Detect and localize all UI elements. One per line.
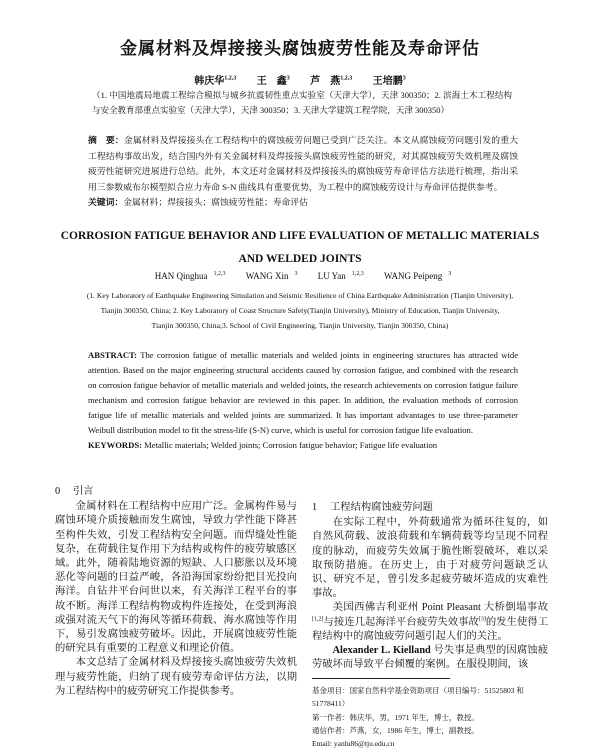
abstract-label: ABSTRACT: bbox=[88, 350, 138, 360]
section-heading: 0 引言 bbox=[55, 486, 94, 497]
author: 芦 燕$^{1,2,3}$ bbox=[310, 75, 353, 87]
english-title-line: AND WELDED JOINTS bbox=[238, 253, 362, 265]
footnote-first-author: 第一作者：韩庆华，男，1971 年生，博士，教授。 bbox=[312, 712, 479, 722]
author: LU Yan $^{1,2,3}$ bbox=[317, 271, 364, 281]
keywords-text: Metallic materials; Welded joints; Corrosion fatigue behavior; Fatigue life evaluation bbox=[144, 440, 438, 450]
keywords-text: 金属材料；焊接接头；腐蚀疲劳性能；寿命评估 bbox=[123, 197, 308, 208]
english-abstract bbox=[88, 348, 518, 453]
abstract-text: The corrosion fatigue of metallic materials and welded joints in engineering structures has attracted wide attention. Based on the major engineering structural accidents caused by corrosion fatigue, and combined with the research on corrosion fatigue behavior of metallic materials and welded joints, the research achievements on corrosion fatigue failure mechanism and corrosion fatigue behavior are reviewed in this paper. In addition, the evaluation methods of corrosion fatigue life of metallic materials and welded joints are summarized. It has important advantages to use three-parameter Weibull distribution model to fit the stress-life (S-N) curve, which is useful for corrosion fatigue life evaluation. bbox=[88, 350, 519, 435]
abstract-text: 金属材料及焊接接头在工程结构中的腐蚀疲劳问题已受到广泛关注。本文从腐蚀疲劳问题引发的重大工程结构事故出发，结合国内外有关金属材料及焊接接头腐蚀疲劳性能的研究，对其腐蚀疲劳失效机理及腐蚀疲劳性能研究进展进行总结。此外，本文还对金属材料及焊接接头的腐蚀疲劳寿命评估方法进行梳理，指出采用三参数威布尔模型拟合应力寿命 S-N 曲线具有重要优势，为工程中的腐蚀疲劳设计与寿命评估提供参考。 bbox=[88, 135, 518, 192]
author: WANG Xin $^3$ bbox=[245, 271, 298, 281]
affiliation-line: (1. Key Laboratory of Earthquake Engineering Simulation and Seismic Resilience of China Earthquake Administration (Tianjin University), bbox=[86, 291, 514, 300]
chinese-title: 金属材料及焊接接头腐蚀疲劳性能及寿命评估 bbox=[120, 39, 480, 59]
paragraph: Alexander L. Kielland 号失事是典型的因腐蚀疲劳破坏而导致平台倾覆的案例。在服役期间，该 bbox=[312, 645, 548, 671]
citation[interactable]: [1,2] bbox=[312, 616, 324, 623]
author: WANG Peipeng $^3$ bbox=[384, 271, 452, 281]
author: 王培鹏$^3$ bbox=[372, 75, 406, 87]
paragraph: 美国西佛吉利亚州 Point Pleasant 大桥倒塌事故[1,2]与接连几起海洋平台疲劳失效事故[3]的发生使得工程结构中的腐蚀疲劳问题引起人们的关注。 bbox=[312, 602, 549, 642]
affiliation-line: Tianjin 300350, China;3. School of Civil Engineering, Tianjin University, Tianjin 300350, China) bbox=[151, 321, 449, 330]
keywords-label: KEYWORDS: bbox=[88, 440, 142, 450]
footnote-divider bbox=[312, 678, 450, 679]
abstract-label: 摘 要： bbox=[88, 135, 124, 145]
paragraph: 金属材料在工程结构中应用广泛。金属构件易与腐蚀环境介质接触而发生腐蚀，导致力学性能下降甚至构件失效，引发工程结构安全问题。而焊缝处性能复杂，在荷载往复作用下为结构或构件的疲劳敏感区域。此外，随着陆地资源的短缺、人口膨胀以及环境恶化等问题的日益严峻，各沿海国家纷纷把目光投向海洋。自钻井平台问世以来，有关海洋工程平台的事故不断。海洋工程结构物或构件连接处，在受到海浪或强对流天气下的海风等循环荷载、海水腐蚀等作用下，易引发腐蚀疲劳破坏。因此，开展腐蚀疲劳性能的研究具有重要的工程意义和理论价值。 bbox=[55, 501, 297, 655]
left-column bbox=[55, 485, 297, 699]
chinese-abstract bbox=[88, 133, 518, 211]
author: 王 鑫$^3$ bbox=[256, 75, 290, 87]
paragraph: 在实际工程中，外荷载通常为循环往复的，如自然风荷载、波浪荷载和车辆荷载等均呈现不同程度的脉动，而疲劳失效属于脆性断裂破坏，难以采取预防措施。在历史上，由于对疲劳问题缺乏认识、研究不足，曾引发多起疲劳破坏造成的灾难性事故。 bbox=[312, 517, 548, 600]
author: HAN Qinghua $^{1,2,3}$ bbox=[154, 271, 226, 281]
author: 韩庆华$^{1,2,3}$ bbox=[194, 75, 237, 87]
english-authors bbox=[0, 271, 600, 281]
footnote-email: Email: yanlu86@tju.edu.cn bbox=[312, 739, 395, 749]
english-title bbox=[0, 225, 600, 271]
keywords-label: 关键词： bbox=[88, 197, 124, 208]
english-title-line: CORROSION FATIGUE BEHAVIOR AND LIFE EVALUATION OF METALLIC MATERIALS bbox=[60, 230, 540, 242]
right-column bbox=[312, 501, 548, 672]
footnote-fund: 基金项目：国家自然科学基金资助项目（项目编号：51525803 和 51778411） bbox=[312, 686, 524, 709]
footnotes bbox=[312, 684, 548, 750]
english-affiliation bbox=[80, 288, 520, 333]
citation[interactable]: [3] bbox=[478, 616, 486, 623]
section-heading: 1 工程结构腐蚀疲劳问题 bbox=[312, 502, 433, 513]
chinese-affiliation: （1. 中国地震局地震工程综合模拟与城乡抗震韧性重点实验室（天津大学），天津 300350；2. 滨海土木工程结构与安全教育部重点实验室（天津大学），天津 300350；3. 天津大学建筑工程学院，天津 300350） bbox=[92, 90, 512, 115]
footnote-corresponding: 通信作者：芦燕，女，1986 年生，博士，副教授。 bbox=[312, 725, 479, 735]
paragraph: 本文总结了金属材料及焊接接头腐蚀疲劳失效机理与疲劳性能，归纳了现有疲劳寿命评估方法，以期为工程结构中的疲劳研究工作提供参考。 bbox=[55, 657, 297, 697]
affiliation-line: Tianjin 300350, China; 2. Key Laboratory of Coast Structure Safety(Tianjin University), Ministry of Education, Tianjin University, bbox=[100, 306, 500, 315]
chinese-authors bbox=[0, 72, 600, 87]
